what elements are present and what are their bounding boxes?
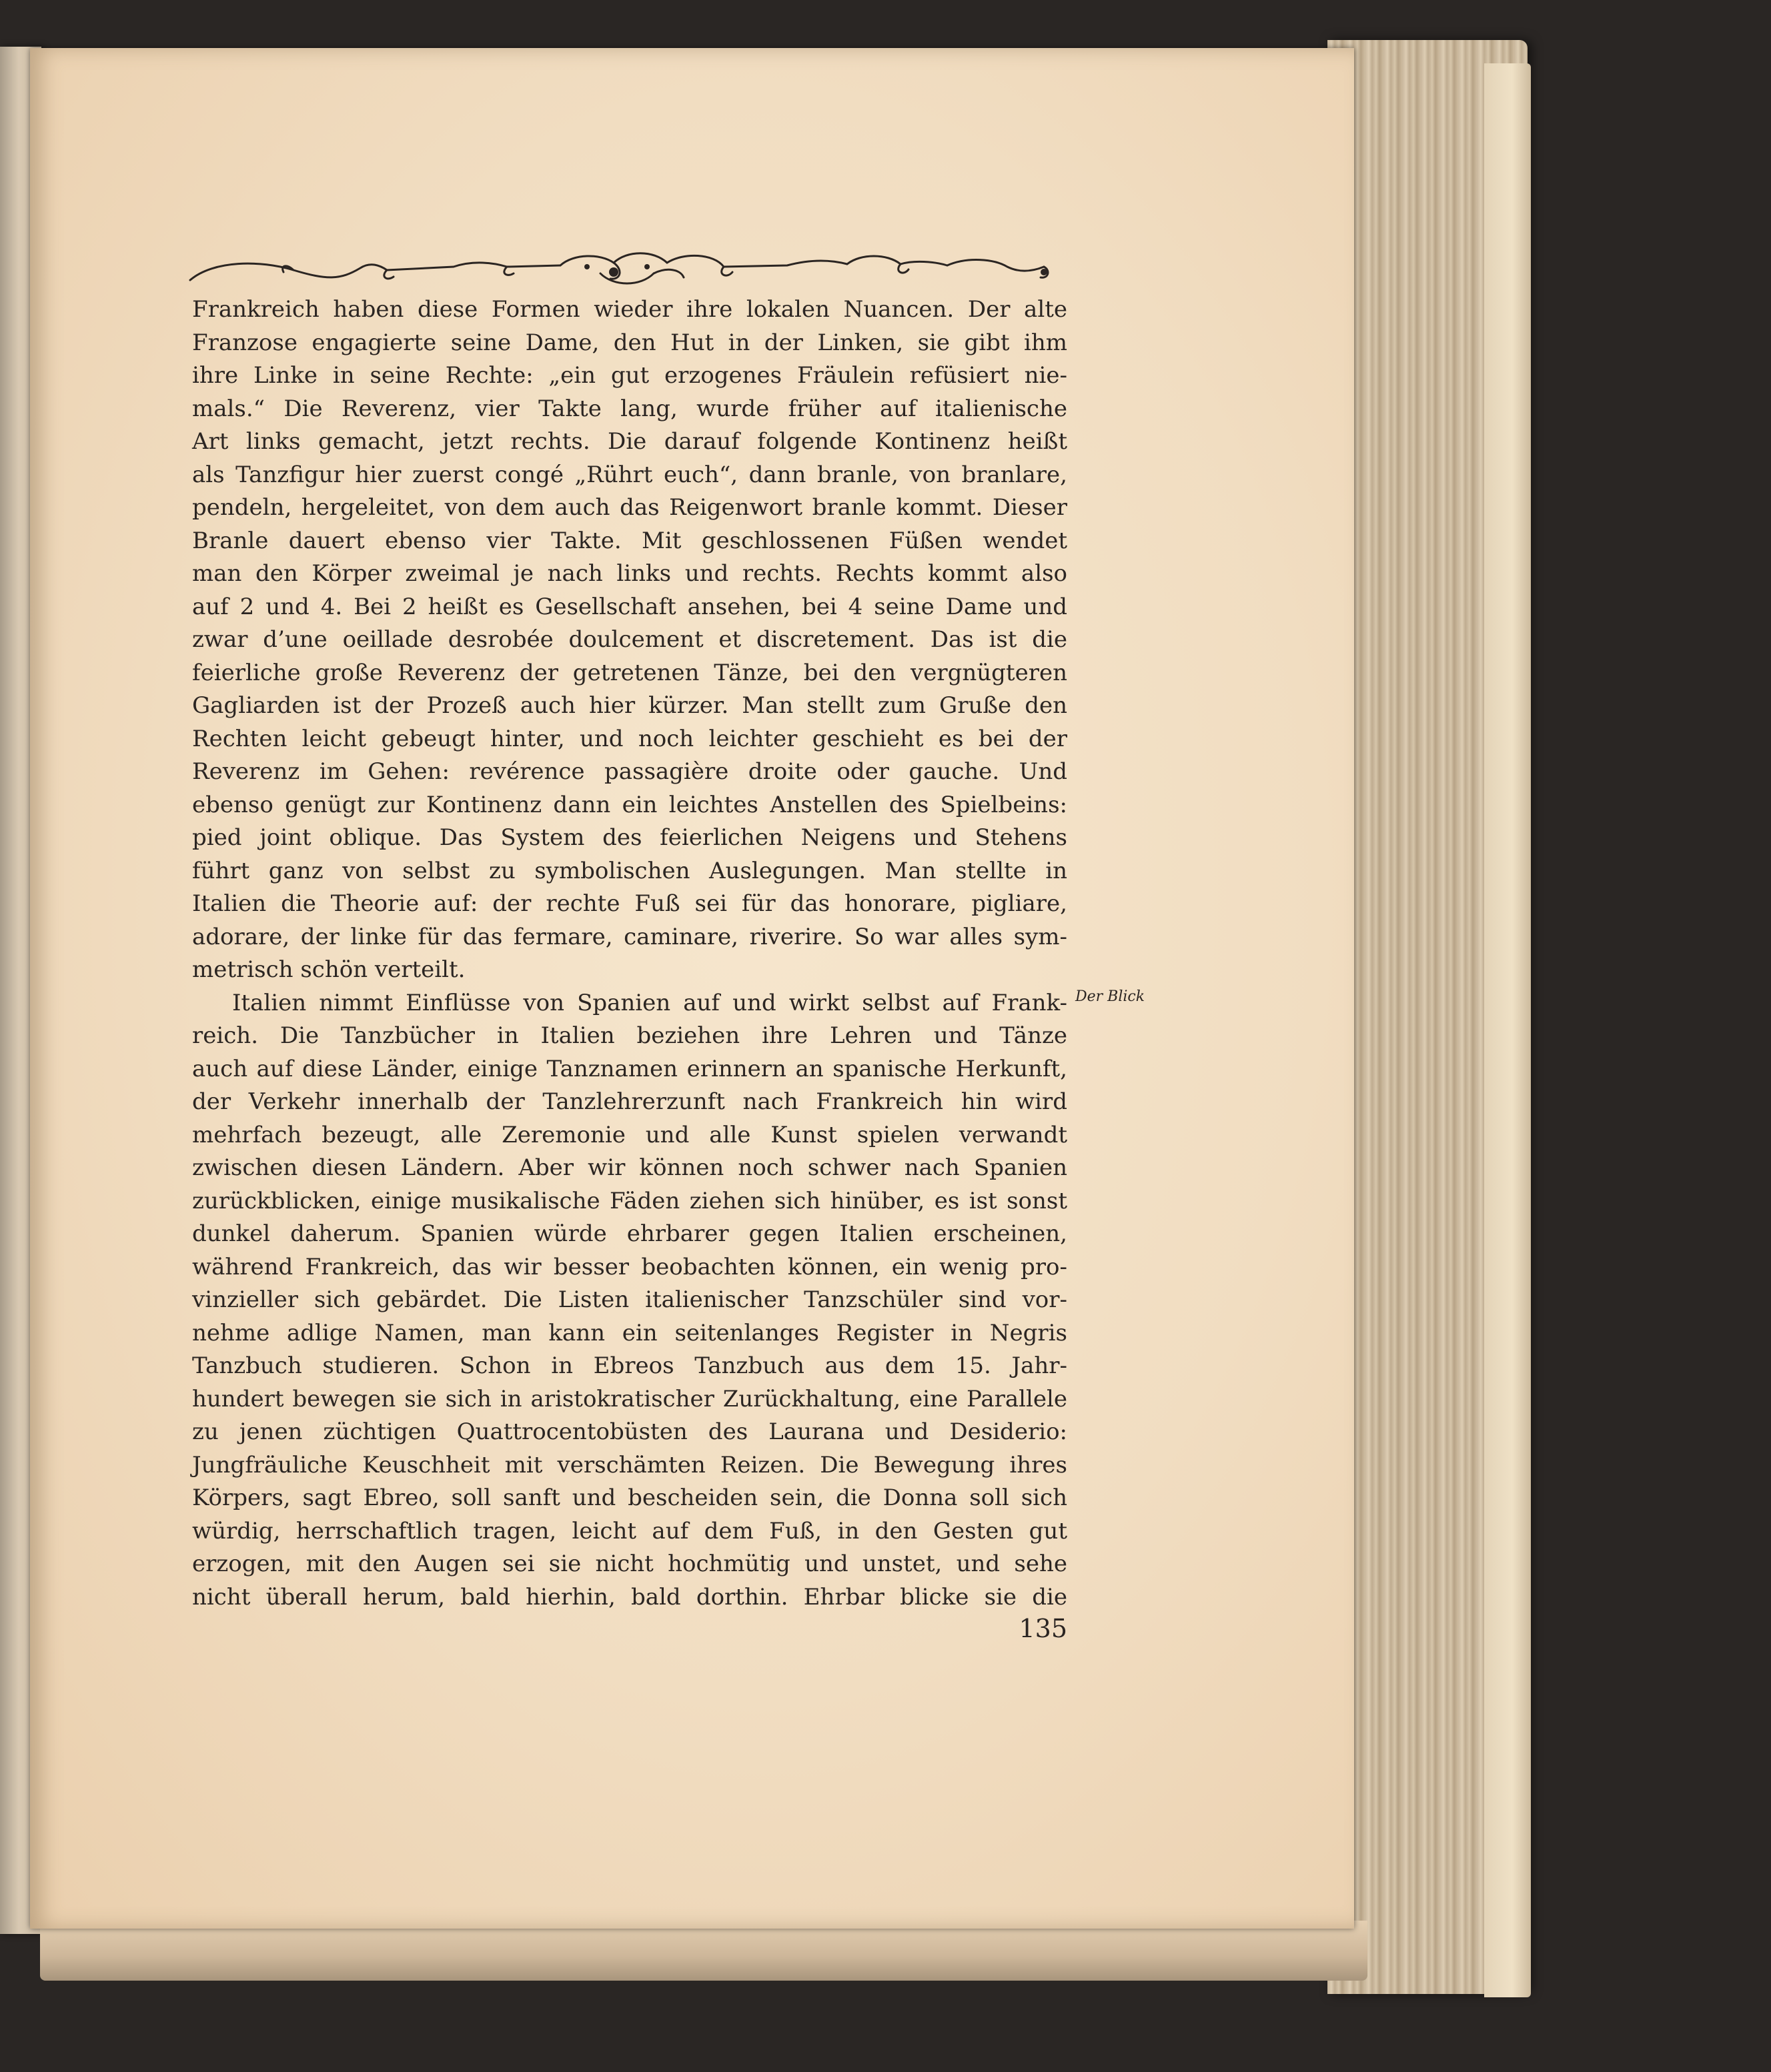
text-line: Rechten leicht gebeugt hinter, und noch leichter geschieht es bei der bbox=[192, 725, 1067, 752]
decorative-header-ornament bbox=[187, 240, 1054, 293]
page-number: 135 bbox=[1019, 1614, 1067, 1643]
text-line: vinzieller sich gebärdet. Die Listen italienischer Tanzschüler sind vor- bbox=[192, 1286, 1067, 1313]
text-line: mals.“ Die Reverenz, vier Takte lang, wurde früher auf italienische bbox=[192, 395, 1067, 422]
text-line: Jungfräuliche Keuschheit mit verschämten Reizen. Die Bewegung ihres bbox=[192, 1451, 1067, 1478]
text-line: Italien die Theorie auf: der rechte Fuß sei für das honorare, pigliare, bbox=[192, 890, 1067, 917]
text-line: der Verkehr innerhalb der Tanzlehrerzunft nach Frankreich hin wird bbox=[192, 1088, 1067, 1115]
text-line: Franzose engagierte seine Dame, den Hut in der Linken, sie gibt ihm bbox=[192, 329, 1067, 356]
text-line: ihre Linke in seine Rechte: „ein gut erzogenes Fräulein refüsiert nie- bbox=[192, 362, 1067, 389]
text-line: Frankreich haben diese Formen wieder ihre lokalen Nuancen. Der alte bbox=[192, 296, 1067, 323]
text-line: reich. Die Tanzbücher in Italien beziehen ihre Lehren und Tänze bbox=[192, 1022, 1067, 1049]
text-line: metrisch schön verteilt. bbox=[192, 956, 466, 983]
text-line: zurückblicken, einige musikalische Fäden ziehen sich hinüber, es ist sonst bbox=[192, 1187, 1067, 1214]
text-line: nehme adlige Namen, man kann ein seitenlanges Register in Negris bbox=[192, 1319, 1067, 1346]
book-cover-edge bbox=[1484, 63, 1531, 1997]
text-line: pied joint oblique. Das System des feierlichen Neigens und Stehens bbox=[192, 824, 1067, 851]
text-line: als Tanzfigur hier zuerst congé „Rührt euch“, dann branle, von branlare, bbox=[192, 461, 1067, 488]
text-line: Branle dauert ebenso vier Takte. Mit geschlossenen Füßen wendet bbox=[192, 527, 1067, 554]
book-bottom-edge bbox=[40, 1921, 1367, 1981]
text-line: feierliche große Reverenz der getretenen Tänze, bei den vergnügteren bbox=[192, 659, 1067, 686]
text-line: Körpers, sagt Ebreo, soll sanft und bescheiden sein, die Donna soll sich bbox=[192, 1484, 1067, 1511]
text-line: Art links gemacht, jetzt rechts. Die darauf folgende Kontinenz heißt bbox=[192, 428, 1067, 455]
text-line: ebenso genügt zur Kontinenz dann ein leichtes Anstellen des Spielbeins: bbox=[192, 791, 1067, 818]
text-line: auf 2 und 4. Bei 2 heißt es Gesellschaft ansehen, bei 4 seine Dame und bbox=[192, 593, 1067, 620]
text-line: zwar d’une oeillade desrobée doulcement et discretement. Das ist die bbox=[192, 626, 1067, 653]
text-line: Tanzbuch studieren. Schon in Ebreos Tanzbuch aus dem 15. Jahr- bbox=[192, 1352, 1067, 1379]
text-line: mehrfach bezeugt, alle Zeremonie und alle Kunst spielen verwandt bbox=[192, 1121, 1067, 1148]
text-line: erzogen, mit den Augen sei sie nicht hochmütig und unstet, und sehe bbox=[192, 1550, 1067, 1577]
body-text bbox=[192, 293, 1067, 1614]
text-line: Gagliarden ist der Prozeß auch hier kürzer. Man stellt zum Gruße den bbox=[192, 692, 1067, 719]
margin-note: Der Blick bbox=[1075, 988, 1145, 1005]
text-line: dunkel daherum. Spanien würde ehrbarer gegen Italien erscheinen, bbox=[192, 1220, 1067, 1247]
text-line: Reverenz im Gehen: revérence passagière droite oder gauche. Und bbox=[192, 758, 1067, 785]
text-line: würdig, herrschaftlich tragen, leicht auf dem Fuß, in den Gesten gut bbox=[192, 1517, 1067, 1544]
text-line: man den Körper zweimal je nach links und rechts. Rechts kommt also bbox=[192, 560, 1067, 587]
text-line: adorare, der linke für das fermare, caminare, riverire. So war alles sym- bbox=[192, 923, 1067, 950]
text-line: hundert bewegen sie sich in aristokratischer Zurückhaltung, eine Parallele bbox=[192, 1385, 1067, 1412]
text-line: pendeln, hergeleitet, von dem auch das Reigenwort branle kommt. Dieser bbox=[192, 494, 1067, 521]
paragraph-start-line: Italien nimmt Einflüsse von Spanien auf und wirkt selbst auf Frank- bbox=[232, 989, 1067, 1016]
text-line: nicht überall herum, bald hierhin, bald dorthin. Ehrbar blicke sie die bbox=[192, 1583, 1067, 1611]
text-line: während Frankreich, das wir besser beobachten können, ein wenig pro- bbox=[192, 1253, 1067, 1280]
text-line: zwischen diesen Ländern. Aber wir können noch schwer nach Spanien bbox=[192, 1154, 1067, 1181]
text-line: auch auf diese Länder, einige Tanznamen erinnern an spanische Herkunft, bbox=[192, 1055, 1067, 1082]
text-line: zu jenen züchtigen Quattrocentobüsten des Laurana und Desiderio: bbox=[192, 1418, 1067, 1445]
text-line: führt ganz von selbst zu symbolischen Auslegungen. Man stellte in bbox=[192, 857, 1067, 884]
